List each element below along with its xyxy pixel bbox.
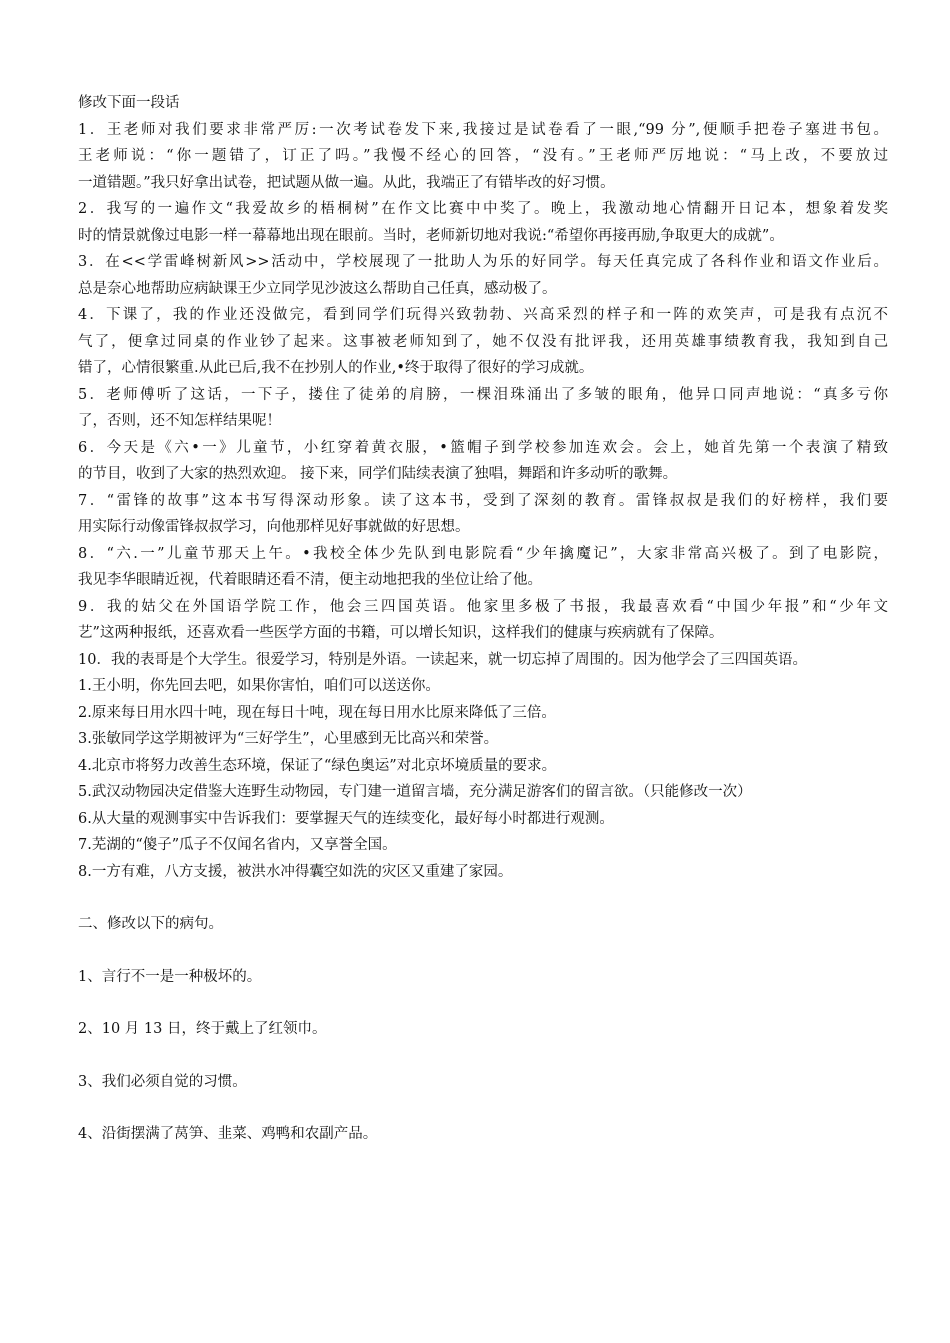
paragraph-line: 我见李华眼睛近视，代着眼睛还看不清，便主动地把我的坐位让给了他。: [78, 572, 542, 588]
list-item: 6.从大量的观测事实中告诉我们：要掌握天气的连续变化，最好每小时都进行观测。: [78, 810, 614, 827]
paragraph-3: [78, 249, 888, 302]
paragraph-line: 8．“六.一”儿童节那天上午。•我校全体少先队到电影院看“少年擒魔记”，大家非常高兴极了。到了电影院，: [78, 545, 888, 562]
paragraph-line: 用实际行动像雷锋叔叔学习，向他那样见好事就做的好思想。: [78, 519, 470, 535]
paragraph-line: 一道错题。”我只好拿出试卷，把试题从做一遍。从此，我端正了有错毕改的好习惯。: [78, 174, 615, 191]
paragraph-line: 王老师说：“你一题错了，订正了吗。”我慢不经心的回答，“没有。”王老师严厉地说：“马上改，不要放过: [78, 148, 888, 164]
list-item: 5.武汉动物园决定借鉴大连野生动物园，专门建一道留言墙，充分满足游客们的留言欲。（只能修改一次）: [78, 784, 752, 800]
paragraph-10: [78, 647, 888, 674]
list-item: 8.一方有难，八方支援，被洪水冲得囊空如洗的灾区又重建了家园。: [78, 863, 513, 880]
paragraph-8: [78, 541, 888, 594]
paragraph-line: 5．老师傅听了这话，一下子，搂住了徒弟的肩膀，一棵泪珠涌出了多皱的眼角，他异口同声地说：“真多亏你: [78, 386, 888, 403]
paragraph-line: 1．王老师对我们要求非常严厉:一次考试卷发下来,我接过是试卷看了一眼,“99 分”,便顺手把卷子塞进书包。: [78, 121, 888, 138]
paragraph-1: [78, 117, 888, 197]
paragraph-line: 10．我的表哥是个大学生。很爱学习，特别是外语。一读起来，就一切忘掉了周围的。因为他学会了三四国英语。: [78, 651, 807, 668]
paragraph-line: 6．今天是《六•一》儿童节，小红穿着黄衣服，•篮帽子到学校参加连欢会。会上，她首先第一个表演了精致: [78, 439, 888, 456]
paragraph-4: [78, 302, 888, 382]
document-page: [78, 90, 888, 1148]
short-items-list: [78, 673, 888, 885]
list-item: 1.王小明，你先回去吧，如果你害怕，咱们可以送送你。: [78, 678, 440, 694]
list-item: 7.芜湖的“傻子”瓜子不仅闻名省内，又享誉全国。: [78, 837, 397, 853]
paragraph-6: [78, 435, 888, 488]
section-2-item: 1、言行不一是一种极坏的。: [78, 968, 262, 985]
paragraph-line: 时的情景就像过电影一样一幕幕地出现在眼前。当时，老师新切地对我说:“希望你再接再励,争取更大的成就”。: [78, 227, 784, 244]
paragraph-line: 艺”这两种报纸，还喜欢看一些医学方面的书籍，可以增长知识，这样我们的健康与疾病就有了保障。: [78, 625, 724, 641]
paragraph-line: 7．“雷锋的故事”这本书写得深动形象。读了这本书，受到了深刻的教育。雷锋叔叔是我们的好榜样，我们要: [78, 492, 888, 509]
section-2-item: 2、10 月 13 日，终于戴上了红领巾。: [78, 1021, 327, 1037]
section-2-title: 二、修改以下的病句。: [78, 916, 223, 932]
paragraph-line: 4．下课了，我的作业还没做完，看到同学们玩得兴致勃勃、兴高采烈的样子和一阵的欢笑声，可是我有点沉不: [78, 307, 888, 323]
paragraph-line: 了，否则，还不知怎样结果呢！: [78, 413, 281, 429]
paragraph-line: 的节目，收到了大家的热烈欢迎。 接下来，同学们陆续表演了独唱，舞蹈和许多动听的歌舞。: [78, 466, 678, 482]
paragraph-line: 总是奈心地帮助应病缺课王少立同学见沙波这么帮助自己任真，感动极了。: [78, 280, 557, 297]
paragraph-line: 3．在<<学雷峰树新风>>活动中，学校展现了一批助人为乐的好同学。每天任真完成了各科作业和语文作业后。: [78, 254, 888, 270]
paragraph-line: 2．我写的一遍作文“我爱故乡的梧桐树”在作文比赛中中奖了。晚上，我激动地心情翻开日记本，想象着发奖: [78, 201, 888, 217]
section-2-item: 3、我们必须自觉的习惯。: [78, 1073, 247, 1090]
document-heading: 修改下面一段话: [78, 95, 180, 111]
paragraph-7: [78, 488, 888, 541]
paragraph-9: [78, 594, 888, 647]
paragraph-line: 9．我的姑父在外国语学院工作，他会三四国英语。他家里多极了书报，我最喜欢看“中国少年报”和“少年文: [78, 598, 888, 615]
list-item: 2.原来每日用水四十吨，现在每日十吨，现在每日用水比原来降低了三倍。: [78, 704, 556, 721]
section-2-item: 4、沿街摆满了莴笋、韭菜、鸡鸭和农副产品。: [78, 1126, 378, 1142]
paragraph-2: [78, 196, 888, 249]
paragraph-5: [78, 382, 888, 435]
paragraph-line: 错了，心情很繁重.从此已后,我不在抄别人的作业,•终于取得了很好的学习成就。: [78, 360, 594, 376]
paragraph-line: 气了，便拿过同桌的作业钞了起来。这事被老师知到了，她不仅没有批评我，还用英雄事绩教育我，我知到自己: [78, 333, 888, 350]
list-item: 3.张敏同学这学期被评为“三好学生”，心里感到无比高兴和荣誉。: [78, 731, 499, 747]
list-item: 4.北京市将努力改善生态环境，保证了“绿色奥运”对北京坏境质量的要求。: [78, 757, 557, 774]
